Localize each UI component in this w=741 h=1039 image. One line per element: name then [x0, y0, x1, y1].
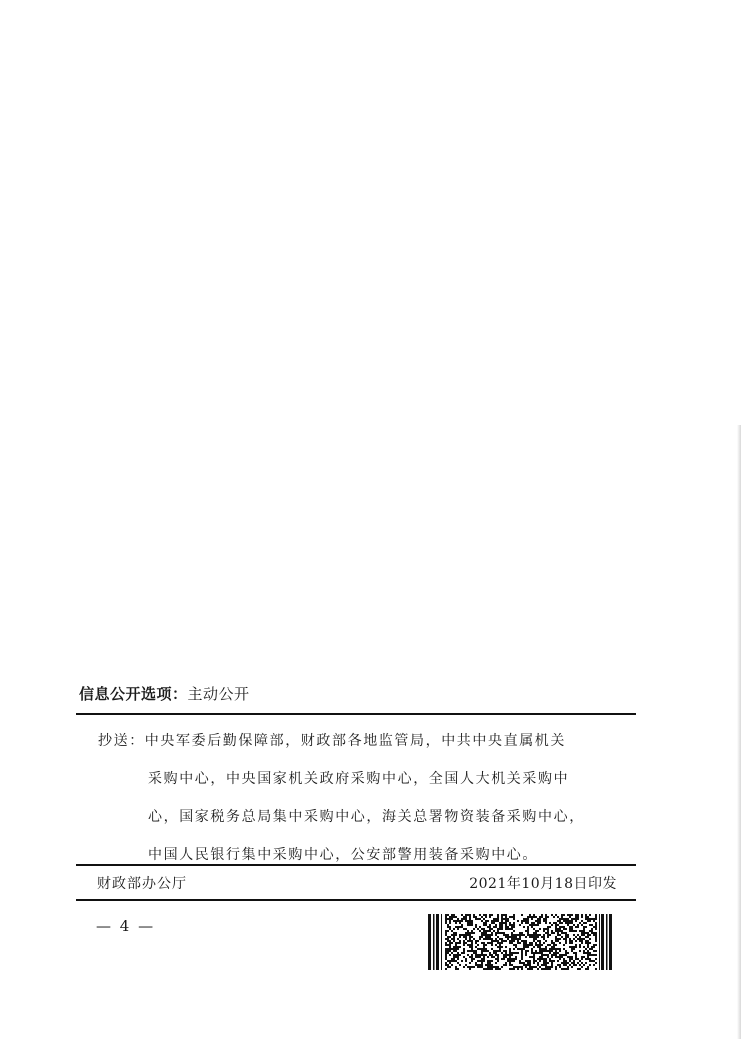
issuer: 财政部办公厅 — [97, 876, 187, 892]
bottom-rule — [76, 899, 636, 901]
cc-line-2: 采购中心，中央国家机关政府采购中心，全国人大机关采购中 — [148, 771, 570, 787]
cc-line-3: 心，国家税务总局集中采购中心，海关总署物资装备采购中心， — [148, 809, 585, 825]
issue-date: 2021年10月18日印发 — [469, 876, 617, 892]
top-rule — [76, 713, 636, 715]
page-number: — 4 — — [96, 917, 156, 935]
middle-rule — [76, 864, 636, 866]
cc-line-1: 抄送：中央军委后勤保障部，财政部各地监管局，中共中央直属机关 — [98, 733, 566, 749]
scan-page-edge — [737, 425, 741, 1039]
cc-line-4: 中国人民银行集中采购中心，公安部警用装备采购中心。 — [148, 847, 538, 863]
info-disclosure-line — [79, 683, 250, 704]
barcode-image — [428, 914, 613, 970]
info-disclosure-value: 主动公开 — [187, 685, 250, 703]
cc-distribution-block — [98, 722, 618, 874]
info-disclosure-label: 信息公开选项： — [79, 685, 188, 703]
